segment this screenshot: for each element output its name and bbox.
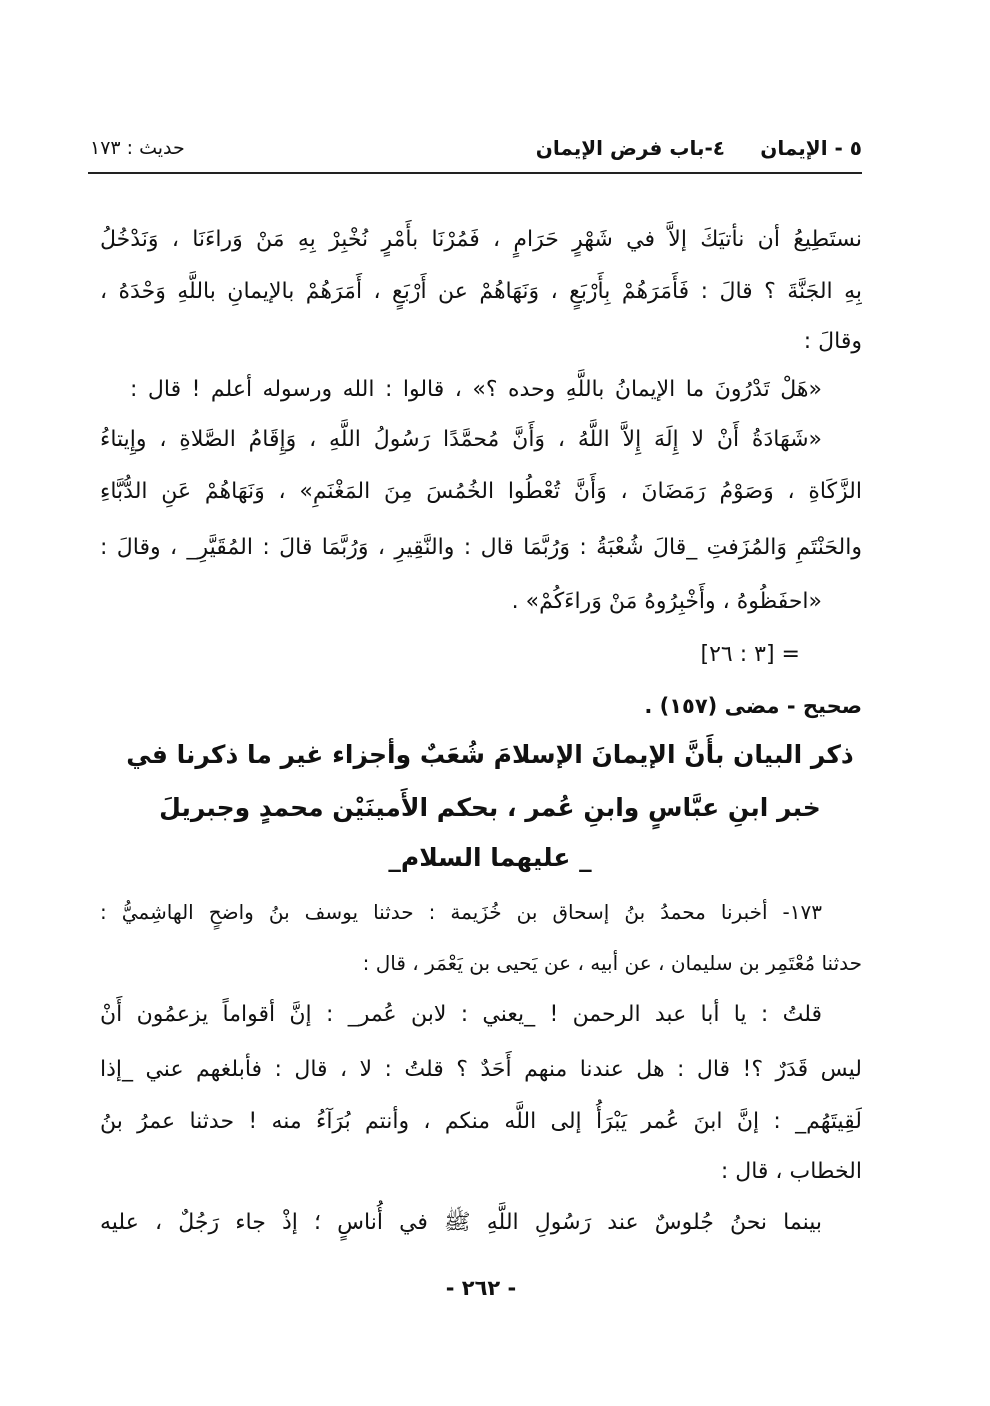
header-rule [88,172,862,174]
text-line: الخطاب ، قال : [720,1159,862,1184]
text-line: قلتُ : يا أبا عبد الرحمن ! _يعني : لابن عُمر_ : إنَّ أقواماً يزعمُون أَنْ [100,1002,822,1027]
text-line: بِهِ الجَنَّةَ ؟ قالَ : فَأَمَرَهُمْ بِأَرْبَعٍ ، وَنَهَاهُمْ عن أَرْبَعٍ ، أَمَرَهُمْ بالإيمانِ باللَّهِ وَحْدَهُ ، [100,279,862,304]
section-heading-line: خبر ابنِ عبَّاسٍ وابنِ عُمر ، بحكم الأَمينَيْن محمدٍ وجبريلَ [159,793,821,822]
text-line: بينما نحنُ جُلوسٌ عند رَسُولِ اللَّهِ ﷺ في أُناسٍ ؛ إذْ جاء رَجُلٌ ، عليه [100,1210,822,1235]
text-line: لَقِيتَهُم_ : إنَّ ابنَ عُمر يَبْرَأُ إلى اللَّه منكم ، وأنتم بُرَآءُ منه ! حدثنا عمرُ بنُ [100,1109,862,1134]
text-line: نستَطِيعُ أن نأتيَكَ إلاَّ في شَهْرٍ حَرَامٍ ، فَمُرْنَا بأَمْرٍ نُخْبِرْ بِهِ مَنْ وَراءَنَا ، وَنَدْخُلُ [100,227,862,252]
text-line: الزَّكَاةِ ، وَصَوْمُ رَمَضَانَ ، وَأَنَّ تُعْطُوا الخُمُسَ مِنَ المَغْنَمِ» ، وَنَهَاهُمْ عَنِ الدُّبَّاءِ [100,479,862,504]
running-header-hadith-number: حديث : ١٧٣ [90,137,185,159]
section-heading-line: ذكر البيان بأَنَّ الإيمانَ الإسلامَ شُعَبٌ وأجزاء غير ما ذكرنا في [126,740,854,769]
text-line: «شَهَادَةُ أَنْ لا إِلَهَ إِلاَّ اللَّهُ ، وَأَنَّ مُحمَّدًا رَسُولُ اللَّهِ ، وَإِقَامُ الصَّلاةِ ، وإِيتاءُ [100,427,822,452]
text-line: «هَلْ تَدْرُونَ ما الإيمانُ باللَّهِ وحده ؟» ، قالوا : الله ورسوله أعلم ! قال : [130,377,822,402]
cross-reference: = [٣ : ٢٦] [700,642,800,667]
text-line: ١٧٣- أخبرنا محمدُ بنُ إسحاق بن خُزَيمة : حدثنا يوسف بنُ واضحٍ الهاشِميُّ : [100,900,822,924]
text-line: وقالَ : [803,329,862,354]
text-line: ليس قَدَرٌ ؟! قال : هل عندنا منهم أَحَدٌ ؟ قلتُ : لا ، قال : فأبلغهم عني _إذا [100,1057,862,1082]
text-line: والحَنْتَمِ وَالمُزَفتِ _قالَ شُعْبَةُ : وَرُبَّمَا قال : والنَّقِيرِ ، وَرُبَّمَا قالَ : المُقَيَّرِ_ ، وقالَ : [100,535,862,560]
text-line: «احفَظُوهُ ، وأَخْبِرُوهُ مَنْ وَراءَكُمْ» . [511,589,822,614]
hadith-grading: صحيح - مضى (١٥٧) . [644,694,862,718]
running-header-chapter: ٥ - الإيمان [760,136,862,160]
page-number: - ٢٦٢ - [445,1276,517,1300]
section-heading-line: _ عليهما السلام_ [388,843,592,872]
text-line: حدثنا مُعْتَمِر بن سليمان ، عن أبيه ، عن يَحيى بن يَعْمَر ، قال : [362,951,862,975]
running-header-section: ٤-باب فرض الإيمان [535,136,725,160]
